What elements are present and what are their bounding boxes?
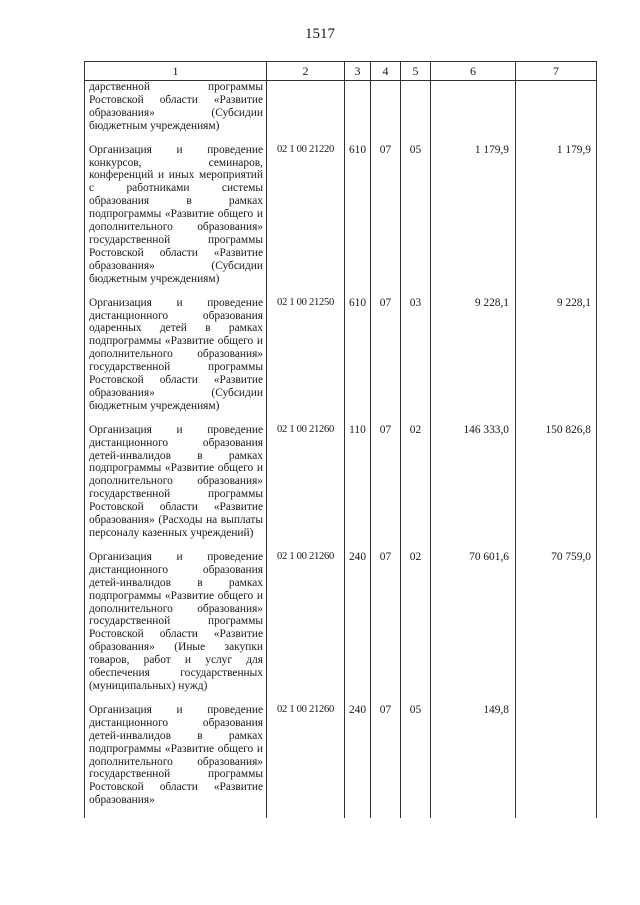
column-header: 2	[267, 62, 345, 81]
row-description: Организация и проведение дистанционного образования детей-инвалидов в рамках подпрограммы «Развитие общего и дополнительного образования» государственной программы Ростовской области «Развитие образования» (Иные закупки товаров, работ и услуг для обеспечения государственных (муниципальных) нужд)	[85, 551, 267, 704]
section-code: 07	[371, 551, 401, 704]
section-code: 07	[371, 144, 401, 297]
amount-col7	[516, 81, 597, 144]
subsection-code: 02	[401, 551, 431, 704]
row-description: Организация и проведение конкурсов, семинаров, конференций и иных мероприятий с работниками системы образования в рамках подпрограммы «Развитие общего и дополнительного образования» государственной программы Ростовской области «Развитие образования» (Субсидии бюджетным учреждениям)	[85, 144, 267, 297]
amount-col7: 1 179,9	[516, 144, 597, 297]
amount-col6: 146 333,0	[431, 424, 516, 551]
section-code: 07	[371, 424, 401, 551]
expense-type	[345, 81, 371, 144]
amount-col6: 9 228,1	[431, 297, 516, 424]
expense-type: 110	[345, 424, 371, 551]
expense-type: 610	[345, 297, 371, 424]
page-number: 1517	[305, 26, 335, 42]
expense-type: 610	[345, 144, 371, 297]
amount-col7: 150 826,8	[516, 424, 597, 551]
table-row	[85, 424, 597, 551]
target-article-code: 02 1 00 21220	[267, 144, 345, 297]
subsection-code: 02	[401, 424, 431, 551]
row-description: Организация и проведение дистанционного образования детей-инвалидов в рамках подпрограммы «Развитие общего и дополнительного образования» государственной программы Ростовской области «Развитие образования»	[85, 704, 267, 818]
amount-col6: 149,8	[431, 704, 516, 818]
row-description: дарственной программы Ростовской области «Развитие образования» (Субсидии бюджетным учреждениям)	[85, 81, 267, 144]
column-header: 6	[431, 62, 516, 81]
amount-col7	[516, 704, 597, 818]
subsection-code: 03	[401, 297, 431, 424]
header-row	[85, 62, 597, 81]
subsection-code: 05	[401, 144, 431, 297]
expense-type: 240	[345, 704, 371, 818]
column-header: 3	[345, 62, 371, 81]
column-header: 5	[401, 62, 431, 81]
row-description: Организация и проведение дистанционного образования детей-инвалидов в рамках подпрограммы «Развитие общего и дополнительного образования» государственной программы Ростовской области «Развитие образования» (Расходы на выплаты персоналу казенных учреждений)	[85, 424, 267, 551]
target-article-code: 02 1 00 21260	[267, 424, 345, 551]
subsection-code	[401, 81, 431, 144]
column-header: 7	[516, 62, 597, 81]
target-article-code: 02 1 00 21260	[267, 704, 345, 818]
amount-col6: 1 179,9	[431, 144, 516, 297]
table-row	[85, 81, 597, 144]
row-description: Организация и проведение дистанционного образования одаренных детей в рамках подпрограммы «Развитие общего и дополнительного образования» государственной программы Ростовской области «Развитие образования» (Субсидии бюджетным учреждениям)	[85, 297, 267, 424]
expense-type: 240	[345, 551, 371, 704]
table-row	[85, 144, 597, 297]
amount-col7: 70 759,0	[516, 551, 597, 704]
amount-col7: 9 228,1	[516, 297, 597, 424]
amount-col6: 70 601,6	[431, 551, 516, 704]
table-row	[85, 704, 597, 818]
table-row	[85, 551, 597, 704]
target-article-code	[267, 81, 345, 144]
section-code	[371, 81, 401, 144]
target-article-code: 02 1 00 21250	[267, 297, 345, 424]
column-header: 1	[85, 62, 267, 81]
section-code: 07	[371, 704, 401, 818]
amount-col6	[431, 81, 516, 144]
budget-table	[84, 61, 597, 818]
table-row	[85, 297, 597, 424]
section-code: 07	[371, 297, 401, 424]
subsection-code: 05	[401, 704, 431, 818]
column-header: 4	[371, 62, 401, 81]
target-article-code: 02 1 00 21260	[267, 551, 345, 704]
